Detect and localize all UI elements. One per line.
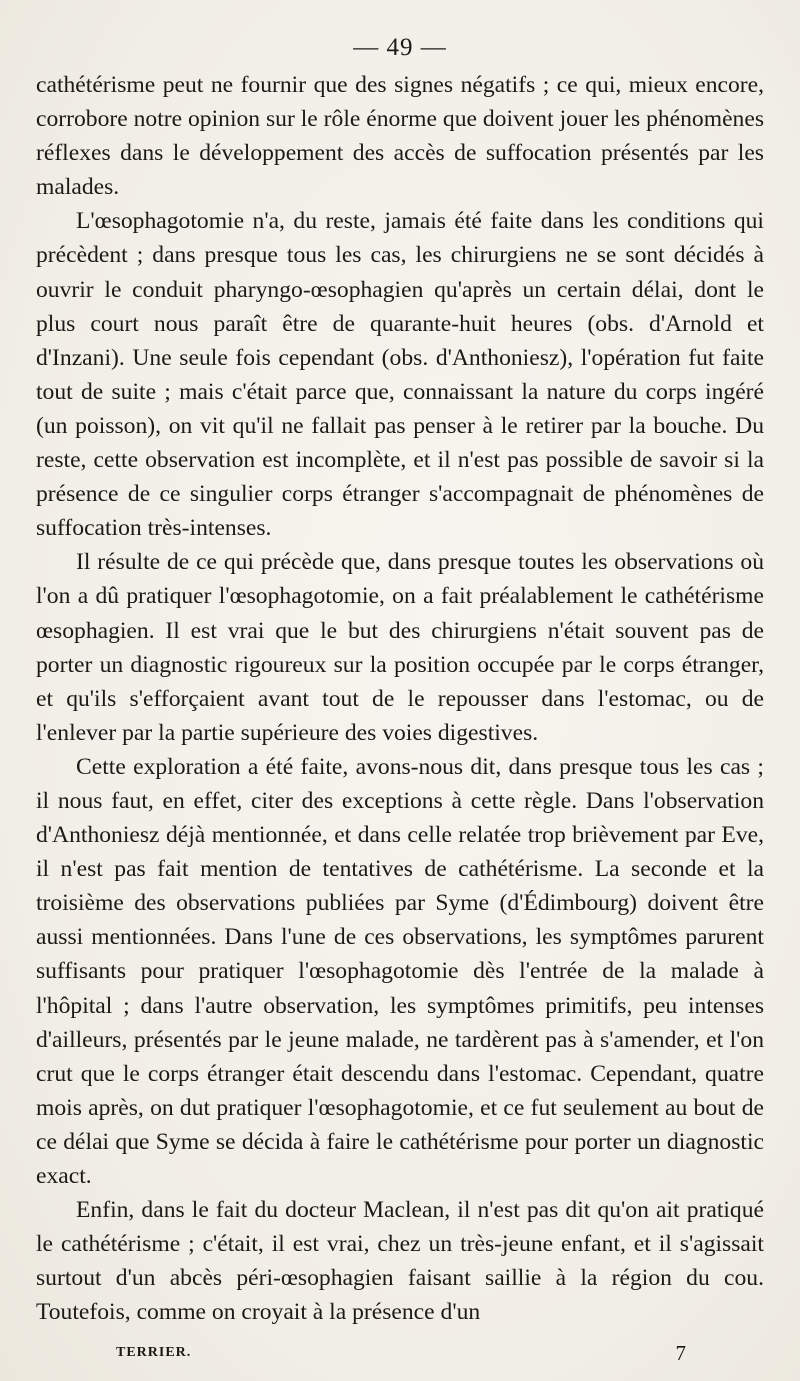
printer-signature: TERRIER. [116,1345,192,1360]
paragraph-2: L'œsophagotomie n'a, du reste, jamais été faite dans les conditions qui précèdent ; dans presque tous les cas, les chirurgiens ne se sont décidés à ouvrir le conduit pharyngo-œsophagien qu'après un certain délai, dont le plus court nous paraît être de quarante-huit heures (obs. d'Arnold et d'Inzani). Une seule fois cependant (obs. d'Anthoniesz), l'opération fut faite tout de suite ; mais c'était parce que, connaissant la nature du corps ingéré (un poisson), on vit qu'il ne fallait pas penser à le retirer par la bouche. Du reste, cette observation est incomplète, et il n'est pas possible de savoir si la présence de ce singulier corps étranger s'accompagnait de phénomènes de suffocation très-intenses. [36,208,764,542]
page-number: — 49 — [353,34,447,61]
paragraph-3: Il résulte de ce qui précède que, dans presque toutes les observations où l'on a dû pratiquer l'œsophagotomie, on a fait préalablement le cathétérisme œsophagien. Il est vrai que le but des chirurgiens n'était souvent pas de porter un diagnostic rigoureux sur la position occupée par le corps étranger, et qu'ils s'efforçaient avant tout de le repousser dans l'estomac, ou de l'enlever par la partie supérieure des voies digestives. [36,549,764,746]
paragraph-4: Cette exploration a été faite, avons-nous dit, dans presque tous les cas ; il nous faut, en effet, citer des exceptions à cette règle. Dans l'observation d'Anthoniesz déjà mentionnée, et dans celle relatée trop brièvement par Eve, il n'est pas fait mention de tentatives de cathétérisme. La seconde et la troisième des observations publiées par Syme (d'Édimbourg) doivent être aussi mentionnées. Dans l'une de ces observations, les symptômes parurent suffisants pour pratiquer l'œsophagotomie dès l'entrée de la malade à l'hôpital ; dans l'autre observation, les symptômes primitifs, peu intenses d'ailleurs, présentés par le jeune malade, ne tardèrent pas à s'amender, et l'on crut que le corps étranger était descendu dans l'estomac. Cependant, quatre mois après, on dut pratiquer l'œsophagotomie, et ce fut seulement au bout de ce délai que Syme se décida à faire le cathétérisme pour porter un diagnostic exact. [36,753,764,1189]
paragraph-1: cathétérisme peut ne fournir que des signes négatifs ; ce qui, mieux encore, corrobore notre opinion sur le rôle énorme que doivent jouer les phénomènes réflexes dans le développement des accès de suffocation présentés par les malades. [36,72,764,201]
page-footer [0,1341,800,1373]
paragraph-5: Enfin, dans le fait du docteur Maclean, il n'est pas dit qu'on ait pratiqué le cathétérisme ; c'était, il est vrai, chez un très-jeune enfant, et il s'agissait surtout d'un abcès péri-œsophagien faisant saillie à la région du cou. Toutefois, comme on croyait à la présence d'un [36,1197,764,1326]
page-body [36,68,764,1329]
sheet-number: 7 [675,1341,686,1365]
